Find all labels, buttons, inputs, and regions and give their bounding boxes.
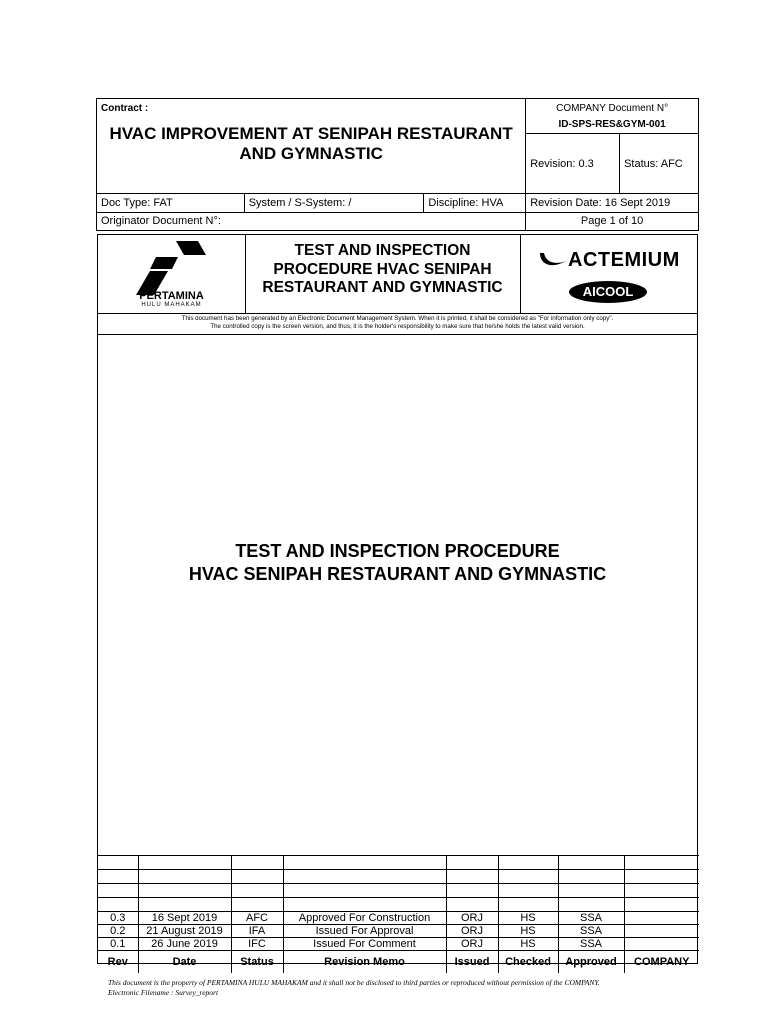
project-title-line2: AND GYMNASTIC xyxy=(239,143,383,163)
contract-cell xyxy=(97,99,526,194)
aicool-logo xyxy=(569,281,647,303)
checked-cell: HS xyxy=(498,938,558,951)
company-cell xyxy=(624,925,699,938)
header-issued: Issued xyxy=(446,951,498,974)
document-header-table xyxy=(96,98,699,231)
actemium-swoosh-icon xyxy=(538,249,568,271)
approved-cell: SSA xyxy=(558,925,624,938)
approved-cell: SSA xyxy=(558,938,624,951)
header-approved: Approved xyxy=(558,951,624,974)
procedure-title-line2: PROCEDURE HVAC SENIPAH xyxy=(273,260,492,278)
property-footer xyxy=(108,978,600,998)
main-title-line2: HVAC SENIPAH RESTAURANT AND GYMNASTIC xyxy=(188,563,607,584)
originator-doc-cell: Originator Document N°: xyxy=(97,213,526,231)
status-cell: IFA xyxy=(231,925,283,938)
discipline-cell: Discipline: HVA xyxy=(424,194,526,213)
rev-cell: 0.3 xyxy=(98,912,138,925)
checked-cell: HS xyxy=(498,925,558,938)
status-cell: Status: AFC xyxy=(620,134,699,194)
main-document-title xyxy=(98,540,697,585)
edms-notice xyxy=(98,313,697,335)
revision-cell: Revision: 0.3 xyxy=(526,134,620,194)
notice-line2: The controlled copy is the screen version, and thus, it is the holder's responsibility to make sure that he/she holds the latest valid version. xyxy=(210,322,585,330)
table-row xyxy=(98,938,699,951)
footer-line2: Electronic Filename : Survey_report xyxy=(108,987,219,997)
company-document-cell xyxy=(526,99,699,134)
date-cell: 16 Sept 2019 xyxy=(138,912,231,925)
pertamina-logo-icon xyxy=(98,235,245,295)
company-cell xyxy=(624,912,699,925)
procedure-title-block xyxy=(245,235,521,313)
header-rev: Rev xyxy=(98,951,138,974)
system-cell: System / S-System: / xyxy=(244,194,424,213)
page-number-cell: Page 1 of 10 xyxy=(526,213,699,231)
company-doc-label: COMPANY Document N° xyxy=(556,102,669,114)
revision-date-cell: Revision Date: 16 Sept 2019 xyxy=(526,194,699,213)
notice-line1: This document has been generated by an Electronic Document Management System. When it is printed, it shall be considered as "For information only copy". xyxy=(181,315,614,322)
date-cell: 26 June 2019 xyxy=(138,938,231,951)
procedure-title-line1: TEST AND INSPECTION xyxy=(294,242,471,259)
procedure-title-line3: RESTAURANT AND GYMNASTIC xyxy=(262,279,503,297)
doc-type-cell: Doc Type: FAT xyxy=(97,194,245,213)
pertamina-logo-block xyxy=(98,235,246,313)
main-title-line1: TEST AND INSPECTION PROCEDURE xyxy=(235,541,560,561)
issued-cell: ORJ xyxy=(446,912,498,925)
issued-cell: ORJ xyxy=(446,925,498,938)
memo-cell: Issued For Approval xyxy=(283,925,446,938)
header-status: Status xyxy=(231,951,283,974)
pertamina-name: PERTAMINA xyxy=(139,290,204,302)
memo-cell: Approved For Construction xyxy=(283,912,446,925)
contract-label: Contract : xyxy=(101,103,149,114)
actemium-logo-text: ACTEMIUM xyxy=(568,249,680,271)
date-cell: 21 August 2019 xyxy=(138,925,231,938)
company-doc-number: ID-SPS-RES&GYM-001 xyxy=(558,118,666,130)
checked-cell: HS xyxy=(498,912,558,925)
approved-cell: SSA xyxy=(558,912,624,925)
project-title xyxy=(101,124,521,163)
aicool-logo-text: AICOOL xyxy=(582,284,634,299)
footer-line1: This document is the property of PERTAMINA HULU MAHAKAM and it shall not be disclosed to third parties or reproduced without permission of the COMPANY. xyxy=(108,978,600,987)
header-revision-memo: Revision Memo xyxy=(283,951,446,974)
header-date: Date xyxy=(138,951,231,974)
header-checked: Checked xyxy=(498,951,558,974)
status-cell: AFC xyxy=(231,912,283,925)
revision-history-table xyxy=(98,855,699,973)
table-row xyxy=(98,925,699,938)
issued-cell: ORJ xyxy=(446,938,498,951)
rev-cell: 0.2 xyxy=(98,925,138,938)
logo-band xyxy=(98,235,697,314)
table-row xyxy=(98,912,699,925)
contractor-logo-block xyxy=(521,235,699,313)
pertamina-subname: HULU MAHAKAM xyxy=(141,302,202,308)
table-header-row xyxy=(98,951,699,974)
cover-frame xyxy=(97,234,698,969)
status-cell: IFC xyxy=(231,938,283,951)
company-cell xyxy=(624,938,699,951)
project-title-line1: HVAC IMPROVEMENT AT SENIPAH RESTAURANT xyxy=(109,124,513,143)
header-company: COMPANY xyxy=(624,951,699,974)
rev-cell: 0.1 xyxy=(98,938,138,951)
memo-cell: Issued For Comment xyxy=(283,938,446,951)
